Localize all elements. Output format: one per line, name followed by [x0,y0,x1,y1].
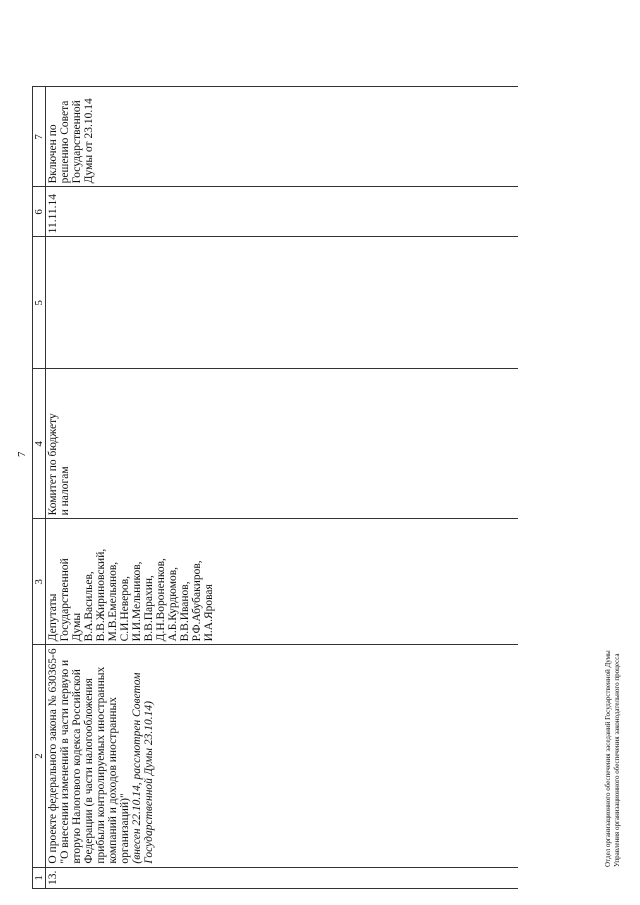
bill-title-line: Федерации (в части налогообложения [83,678,95,864]
author-line: В.В.Парахин, [143,575,155,642]
footer-note [604,650,622,867]
col-header-3: 3 [33,519,46,645]
bill-title-line: О проекте федерального закона № 630365-6 [47,648,59,864]
author-line: Р.Ф.Абубакиров, [191,560,203,642]
author-line: А.Б.Курдюмов, [167,566,179,642]
table-filler [216,87,518,889]
bill-title-line: прибыли контролируемых иностранных [95,666,107,864]
bill-title-line: организаций)" [119,793,131,864]
col-header-2: 2 [33,645,46,867]
col-header-4: 4 [33,369,46,519]
col-header-1: 1 [33,867,46,888]
header-row [33,87,46,889]
author-line: В.В.Жириновский, [95,548,107,642]
bill-note-line: (внесен 22.10.14, рассмотрен Советом [131,672,143,864]
footer-line: Управления организационного обеспечения законодательного процесса [613,653,621,867]
date-cell: 11.11.14 [46,187,217,237]
author-line: В.В.Иванов, [179,581,191,642]
status-line: решению Совета [59,100,71,184]
col-header-5: 5 [33,237,46,369]
author-line: Государственной [59,558,71,642]
author-line: Думы [71,612,83,642]
agenda-table [32,86,518,889]
bill-title-line: "О внесении изменений в части первую и [59,659,71,864]
col5-cell [46,237,217,369]
status-line: Государственной [71,100,83,184]
status-cell [46,87,217,187]
committee-line: Комитет по бюджету [47,413,59,516]
author-line: М.В.Емельянов, [107,561,119,642]
status-line: Включен по [47,124,59,184]
author-line: И.А.Яровая [203,584,215,642]
bill-title-cell [46,645,217,867]
authors-cell [46,519,217,645]
bill-title-line: компаний и доходов иностранных [107,696,119,864]
page-number: 7 [16,451,28,457]
author-line: Д.Н.Вороненков, [155,558,167,642]
author-line: С.И.Неверов, [119,575,131,642]
committee-line: и налогам [59,466,71,516]
footer-line: Отдел организационного обеспечения заседаний Государственной Думы [604,650,612,867]
col-header-6: 6 [33,187,46,237]
bill-title-line: вторую Налогового кодекса Российской [71,669,83,864]
author-line: Депутаты [47,593,59,642]
bill-note-line: Государственной Думы 23.10.14) [143,701,155,864]
table-row [46,87,217,889]
author-line: И.И.Мельников, [131,561,143,642]
committee-cell [46,369,217,519]
row-number: 13. [46,867,217,888]
status-line: Думы от 23.10.14 [83,98,95,184]
col-header-7: 7 [33,87,46,187]
author-line: В.А.Васильев, [83,571,95,642]
